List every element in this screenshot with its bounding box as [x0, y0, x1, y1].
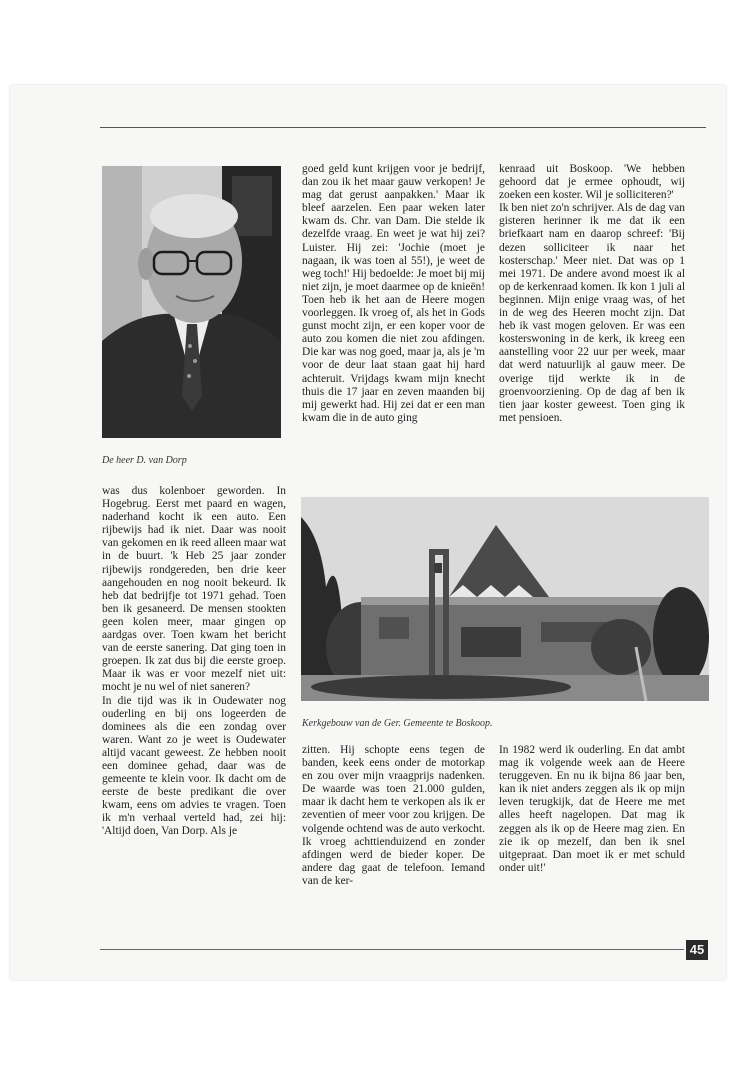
text-column-2-top	[302, 163, 485, 425]
page-number: 45	[686, 940, 708, 960]
paragraph: kenraad uit Boskoop. 'We hebben gehoord dat je ermee ophoudt, wij zoeken een koster. Wil je solliciteren?'	[499, 163, 685, 202]
paragraph: was dus kolenboer geworden. In Hogebrug. Eerst met paard en wagen, naderhand kocht ik een auto. Een rijbewijs had ik niet. Daar was nooit van gekomen en ik reed alleen maar wat in de buurt. 'k Heb 25 jaar zonder rijbewijs rondgereden, ben drie keer aangehouden en nog nooit bekeurd. Ik heb dat bedrijfje tot 1971 gehad. Toen ben ik gesaneerd. De mensen stookten geen kolen meer, maar gingen op aardgas over. Toen kwam het bericht van de eerste sanering. Dat ging toen in groepen. Ik zat dus bij die eerste groep. Maar ik was er voor mezelf niet uit: mocht je nu wel of niet saneren?	[102, 485, 286, 694]
text-column-1-bottom	[102, 485, 286, 839]
portrait-photo	[102, 166, 281, 438]
bottom-rule	[100, 949, 684, 950]
text-column-3-bottom	[499, 744, 685, 875]
paragraph: In die tijd was ik in Oudewater nog ouderling en bij ons logeerden de dominees als die een zondag over waren. Want zo je weet is Oudewater altijd vacant geweest. Ze hebben nooit een dominee gehad, daar was de gemeente te klein voor. Ik dacht om de eerste de beste predikant die over kwam, eens om advies te vragen. Toen ik m'n verhaal verteld had, zei hij: 'Altijd doen, Van Dorp. Als je	[102, 694, 286, 838]
paragraph: zitten. Hij schopte eens tegen de banden, keek eens onder de motorkap en zou over mijn vraagprijs nadenken. De waarde was toen 21.000 gulden, maar ik dacht hem te verkopen als ik er zeventien of meer voor zou krijgen. De volgende ochtend was de auto verkocht. Ik vroeg achttienduizend en zonder afdingen werd de bieder koper. De andere dag gaat de telefoon. Iemand van de ker-	[302, 744, 485, 887]
text-column-3-top	[499, 163, 685, 425]
paragraph: Ik ben niet zo'n schrijver. Als de dag van gisteren herinner ik me dat ik een briefkaart nam en daarop schreef: 'Bij dezen solliciteer ik naar het kosterschap.' Meer niet. Dat was op 1 mei 1971. De andere avond moest ik al op de kerkenraad komen. Ik kon 1 juli al beginnen. Mijn enige vraag was, of het in de weg des Heeren mocht zijn. Dat heb ik vast mogen geloven. Er was een kosterswoning in de kerk, ik kreeg een aanstelling voor 22 uur per week, maar dat werd natuurlijk al gauw meer. De overige tijd werkte ik in de groenvoorziening. Op de dag af ben ik tien jaar koster geweest. Toen ging ik met pensioen.	[499, 202, 685, 424]
paragraph: In 1982 werd ik ouderling. En dat ambt mag ik volgende week aan de Heere teruggeven. En nu ik bijna 86 jaar ben, kan ik niet anders zeggen als ik op mijn leven terugkijk, dat de Heere me met alles heeft nagelopen. Dat mag ik zeggen als ik op de Heere mag zien. En zie ik op mezelf, dan ben ik snel uitgepraat. Dan moet ik er met schuld onder uit!'	[499, 744, 685, 874]
text-column-2-bottom	[302, 744, 485, 888]
church-photo	[301, 497, 709, 701]
top-rule	[100, 127, 706, 128]
church-caption: Kerkgebouw van de Ger. Gemeente te Boskoop.	[302, 718, 493, 729]
paragraph: goed geld kunt krijgen voor je bedrijf, dan zou ik het maar gauw verkopen! Je mag dat gerust aanpakken.' Maar ik bleef aarzelen. Een paar weken later kwam ds. Chr. van Dam. Die stelde ik dezelfde vraag. En weet je wat hij zei? Luister. Hij zei: 'Jochie (moet je nagaan, ik was toen al 55!), je weet de weg toch!' Hij bedoelde: Je moet bij mij niet zijn, je moet daarmee op de knieën! Toen heb ik het aan de Heere mogen voorleggen. Ik vroeg of, als het in Gods gunst mocht zijn, er een koper voor de auto zou komen die niet zou afdingen. Die kar was nog goed, maar ja, als je 'm voor de deur laat staan gaat hij hard achteruit. Vrijdags kwam mijn knecht thuis die 17 jaar en zeven maanden bij mij gewerkt had. Hij zei dat er een man kwam die in de auto ging	[302, 163, 485, 424]
portrait-caption: De heer D. van Dorp	[102, 455, 187, 466]
